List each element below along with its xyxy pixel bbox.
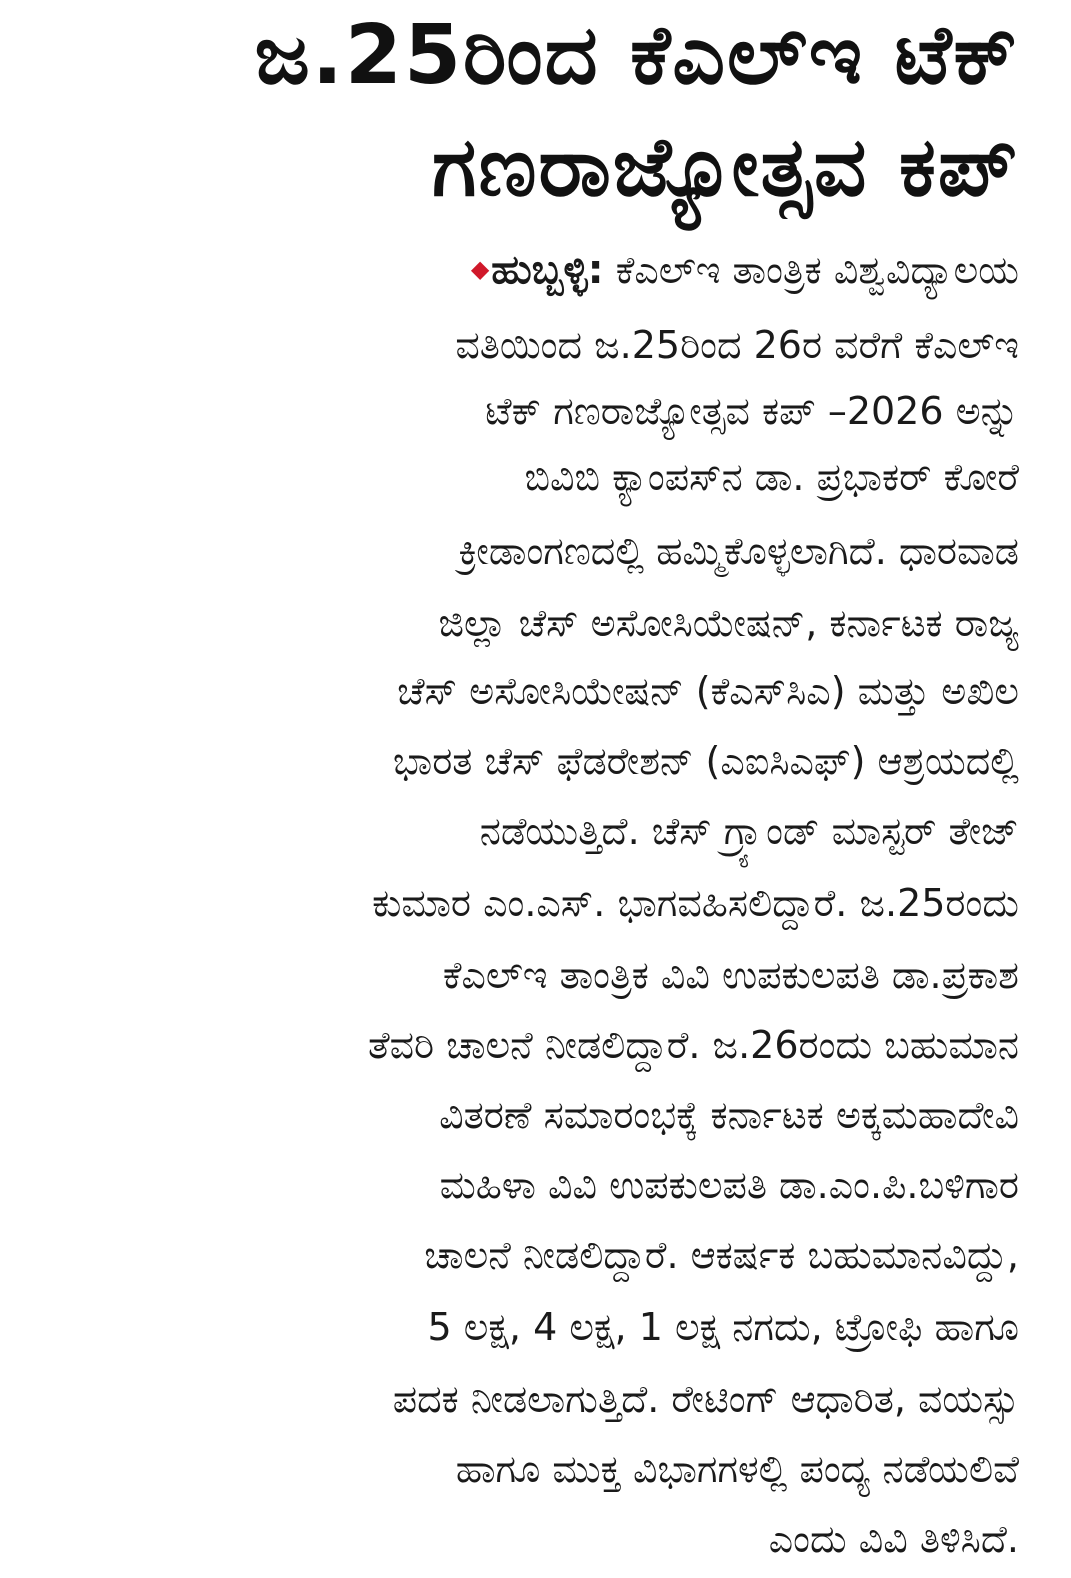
- article-line-1: [471, 246, 1019, 293]
- article-line-4: ಬಿವಿಬಿ ಕ್ಯಾಂಪಸ್‌ನ ಡಾ. ಪ್ರಭಾಕರ್ ಕೋರೆ: [524, 455, 1019, 499]
- article-line-2: ವತಿಯಿಂದ ಜ.25ರಿಂದ 26ರ ವರೆಗೆ ಕೆಎಲ್ಇ: [455, 323, 1019, 367]
- article-line-7: ಚೆಸ್ ಅಸೋಸಿಯೇಷನ್ (ಕೆಎಸ್‌ಸಿಎ) ಮತ್ತು ಅಖಿಲ: [397, 669, 1019, 713]
- article-line-9: ನಡೆಯುತ್ತಿದೆ. ಚೆಸ್ ಗ್ರ್ಯಾಂಡ್ ಮಾಸ್ಟರ್ ತೇಜ್: [479, 809, 1019, 853]
- article-line-1-text: ಕೆಎಲ್ಇ ತಾಂತ್ರಿಕ ವಿಶ್ವವಿದ್ಯಾಲಯ: [615, 248, 1019, 292]
- article-line-11: ಕೆಎಲ್ಇ ತಾಂತ್ರಿಕ ವಿವಿ ಉಪಕುಲಪತಿ ಡಾ.ಪ್ರಕಾಶ: [442, 953, 1019, 997]
- article-line-17: ಪದಕ ನೀಡಲಾಗುತ್ತಿದೆ. ರೇಟಿಂಗ್ ಆಧಾರಿತ, ವಯಸ್ಸು: [392, 1377, 1019, 1421]
- article-line-14: ಮಹಿಳಾ ವಿವಿ ಉಪಕುಲಪತಿ ಡಾ.ಎಂ.ಪಿ.ಬಳಿಗಾರ: [439, 1163, 1019, 1207]
- article-line-15: ಚಾಲನೆ ನೀಡಲಿದ್ದಾರೆ. ಆಕರ್ಷಕ ಬಹುಮಾನವಿದ್ದು,: [424, 1233, 1019, 1277]
- article-line-13: ವಿತರಣೆ ಸಮಾರಂಭಕ್ಕೆ ಕರ್ನಾಟಕ ಅಕ್ಕಮಹಾದೇವಿ: [439, 1093, 1019, 1137]
- article-line-10: ಕುಮಾರ ಎಂ.ಎಸ್. ಭಾಗವಹಿಸಲಿದ್ದಾರೆ. ಜ.25ರಂದು: [372, 881, 1019, 925]
- article-line-16: 5 ಲಕ್ಷ, 4 ಲಕ್ಷ, 1 ಲಕ್ಷ ನಗದು, ಟ್ರೋಫಿ ಹಾಗೂ: [427, 1305, 1019, 1349]
- article-line-5: ಕ್ರೀಡಾಂಗಣದಲ್ಲಿ ಹಮ್ಮಿಕೊಳ್ಳಲಾಗಿದೆ. ಧಾರವಾಡ: [458, 529, 1019, 573]
- article-line-18: ಹಾಗೂ ಮುಕ್ತ ವಿಭಾಗಗಳಲ್ಲಿ ಪಂದ್ಯ ನಡೆಯಲಿವೆ: [455, 1447, 1019, 1491]
- article-line-6: ಜಿಲ್ಲಾ ಚೆಸ್ ಅಸೋಸಿಯೇಷನ್, ಕರ್ನಾಟಕ ರಾಜ್ಯ: [438, 601, 1019, 645]
- article-line-12: ತೆವರಿ ಚಾಲನೆ ನೀಡಲಿದ್ದಾರೆ. ಜ.26ರಂದು ಬಹುಮಾನ: [367, 1023, 1019, 1067]
- article-line-8: ಭಾರತ ಚೆಸ್ ಫೆಡರೇಶನ್ (ಎಐಸಿಎಫ್) ಆಶ್ರಯದಲ್ಲಿ: [392, 739, 1019, 783]
- headline-line-2: ಗಣರಾಜ್ಯೋತ್ಸವ ಕಪ್: [431, 120, 1019, 215]
- article-line-3: ಟೆಕ್ ಗಣರಾಜ್ಯೋತ್ಸವ ಕಪ್ –2026 ಅನ್ನು: [485, 389, 1019, 433]
- bullet-diamond-icon: ◆: [470, 255, 490, 283]
- dateline: ಹುಬ್ಬಳ್ಳಿ:: [491, 247, 604, 293]
- article-line-19: ಎಂದು ವಿವಿ ತಿಳಿಸಿದೆ.: [768, 1517, 1019, 1561]
- headline-line-1: ಜ.25ರಿಂದ ಕೆಎಲ್ಇ ಟೆಕ್: [254, 8, 1019, 103]
